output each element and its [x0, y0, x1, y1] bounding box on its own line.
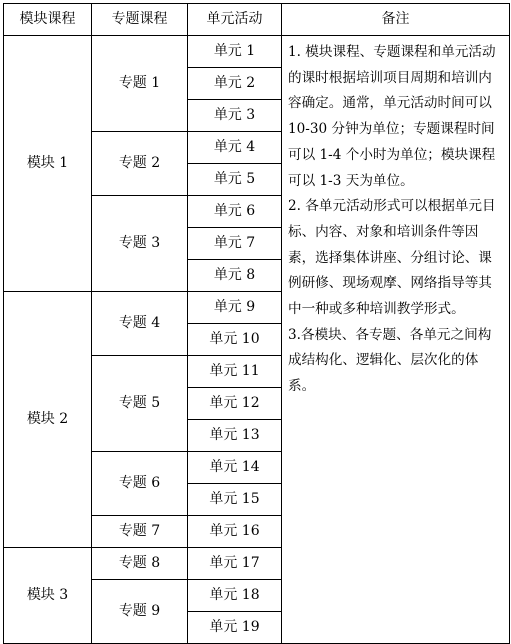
- unit-cell: 单元 19: [188, 612, 282, 644]
- unit-cell: 单元 16: [188, 516, 282, 548]
- header-unit: 单元活动: [188, 4, 282, 36]
- header-row: [4, 4, 510, 36]
- unit-cell: 单元 15: [188, 484, 282, 516]
- topic-cell: 专题 7: [92, 516, 188, 548]
- table-row: [4, 36, 510, 68]
- note-paragraph-3: 3.各模块、各专题、各单元之间构成结构化、逻辑化、层次化的体系。: [288, 326, 492, 395]
- unit-cell: 单元 6: [188, 196, 282, 228]
- topic-cell: 专题 9: [92, 580, 188, 644]
- topic-cell: 专题 1: [92, 36, 188, 132]
- notes-cell: [282, 36, 510, 644]
- unit-cell: 单元 11: [188, 356, 282, 388]
- topic-cell: 专题 8: [92, 548, 188, 580]
- unit-cell: 单元 1: [188, 36, 282, 68]
- header-topic: 专题课程: [92, 4, 188, 36]
- note-paragraph-1: 1. 模块课程、专题课程和单元活动的课时根据培训项目周期和培训内容确定。通常，单元活动时间可以 10-30 分钟为单位；专题课程时间可以 1-4 个小时为单位；模块课程可以 1-3 天为单位。: [288, 44, 496, 189]
- module-cell: 模块 3: [4, 548, 92, 644]
- header-notes: 备注: [282, 4, 510, 36]
- course-structure-table: [3, 3, 510, 644]
- unit-cell: 单元 2: [188, 68, 282, 100]
- module-cell: 模块 2: [4, 292, 92, 548]
- topic-cell: 专题 5: [92, 356, 188, 452]
- unit-cell: 单元 10: [188, 324, 282, 356]
- unit-cell: 单元 13: [188, 420, 282, 452]
- unit-cell: 单元 12: [188, 388, 282, 420]
- unit-cell: 单元 14: [188, 452, 282, 484]
- topic-cell: 专题 4: [92, 292, 188, 356]
- unit-cell: 单元 3: [188, 100, 282, 132]
- topic-cell: 专题 3: [92, 196, 188, 292]
- unit-cell: 单元 7: [188, 228, 282, 260]
- topic-cell: 专题 6: [92, 452, 188, 516]
- unit-cell: 单元 4: [188, 132, 282, 164]
- unit-cell: 单元 17: [188, 548, 282, 580]
- unit-cell: 单元 9: [188, 292, 282, 324]
- unit-cell: 单元 18: [188, 580, 282, 612]
- topic-cell: 专题 2: [92, 132, 188, 196]
- unit-cell: 单元 5: [188, 164, 282, 196]
- unit-cell: 单元 8: [188, 260, 282, 292]
- header-module: 模块课程: [4, 4, 92, 36]
- module-cell: 模块 1: [4, 36, 92, 292]
- note-paragraph-2: 2. 各单元活动形式可以根据单元目标、内容、对象和培训条件等因素，选择集体讲座、分组讨论、课例研修、现场观摩、网络指导等其中一种或多种培训教学形式。: [288, 198, 496, 318]
